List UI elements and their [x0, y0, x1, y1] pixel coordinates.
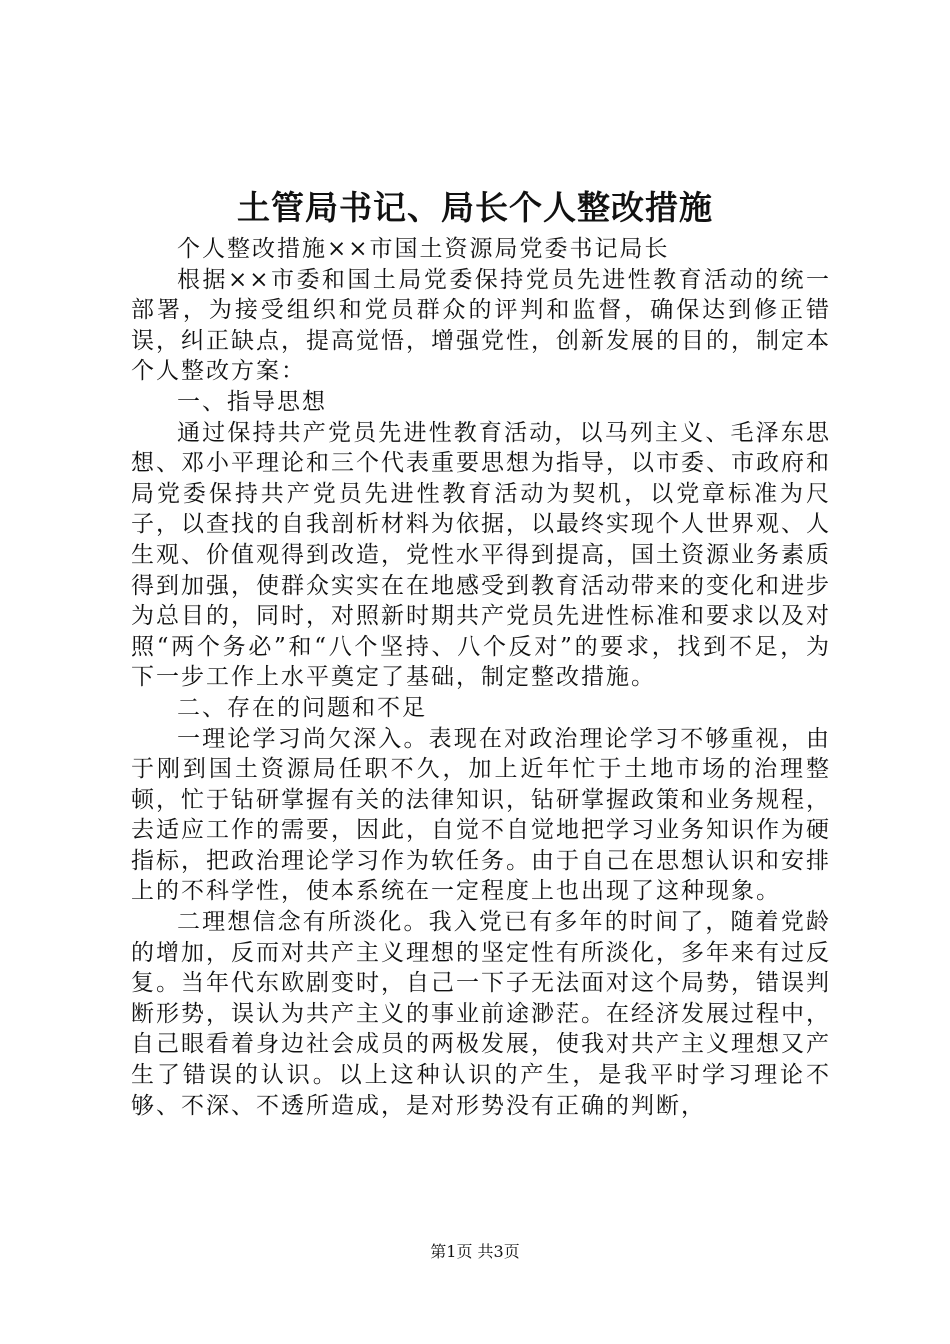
section-heading-guiding-thought: 一、指导思想 — [177, 388, 327, 415]
paragraph-intro: 根据××市委和国土局党委保持党员先进性教育活动的统一部署，为接受组织和党员群众的评判和监督，确保达到修正错误，纠正缺点，提高觉悟，增强党性，创新发展的目的，制定本个人整改方案： — [131, 266, 831, 385]
paragraph-heading-line: 个人整改措施××市国土资源局党委书记局长 — [177, 236, 670, 262]
page-number-footer: 第1页 共3页 — [430, 1242, 520, 1261]
paragraph-guiding-thought: 通过保持共产党员先进性教育活动，以马列主义、毛泽东思想、邓小平理论和三个代表重要思想为指导，以市委、市政府和局党委保持共产党员先进性教育活动为契机，以党章标准为尺子，以查找的自我剖析材料为依据，以最终实现个人世界观、人生观、价值观得到改造，党性水平得到提高，国土资源业务素质得到加强，使群众实实在在地感受到教育活动带来的变化和进步为总目的，同时，对照新时期共产党员先进性标准和要求以及对照“两个务必”和“八个坚持、八个反对”的要求，找到不足，为下一步工作上水平奠定了基础，制定整改措施。 — [131, 419, 831, 691]
document-body — [131, 234, 831, 1121]
paragraph-problem-theory: 一理论学习尚欠深入。表现在对政治理论学习不够重视，由于刚到国土资源局任职不久，加上近年忙于土地市场的治理整顿，忙于钻研掌握有关的法律知识，钻研掌握政策和业务规程，去适应工作的需要，因此，自觉不自觉地把学习业务知识作为硬指标，把政治理论学习作为软任务。由于自己在思想认识和安排上的不科学性，使本系统在一定程度上也出现了这种现象。 — [131, 725, 831, 905]
document-title: 土管局书记、局长个人整改措施 — [237, 188, 713, 227]
paragraph-problem-belief: 二理想信念有所淡化。我入党已有多年的时间了，随着党龄的增加，反而对共产主义理想的坚定性有所淡化，多年来有过反复。当年代东欧剧变时，自己一下子无法面对这个局势，错误判断形势，误认为共产主义的事业前途渺茫。在经济发展过程中，自己眼看着身边社会成员的两极发展，使我对共产主义理想又产生了错误的认识。以上这种认识的产生，是我平时学习理论不够、不深、不透所造成，是对形势没有正确的判断， — [131, 909, 831, 1119]
section-heading-problems: 二、存在的问题和不足 — [177, 694, 427, 721]
